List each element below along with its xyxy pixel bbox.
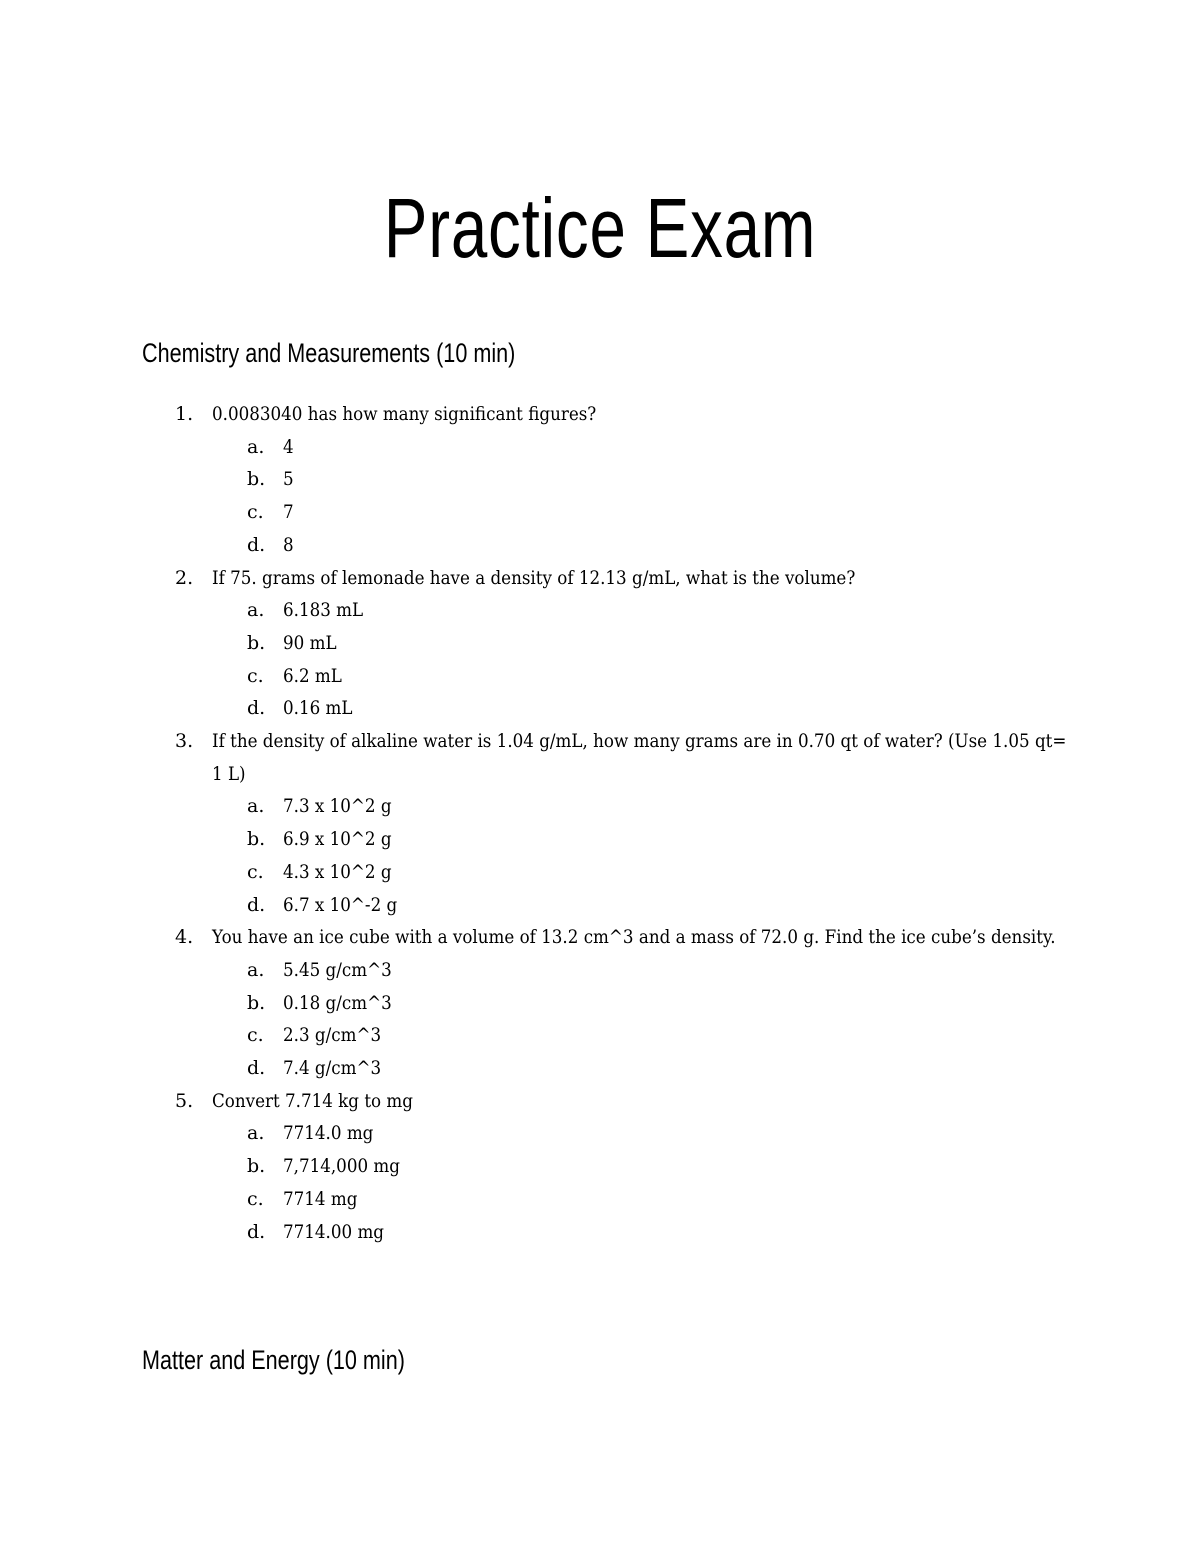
answer-option — [0, 856, 1200, 889]
option-label: d. — [247, 1220, 266, 1243]
option-text: 7714 mg — [283, 1187, 358, 1210]
answer-option — [0, 660, 1200, 693]
answer-option — [0, 1019, 1200, 1052]
question — [0, 725, 1200, 790]
option-label: a. — [247, 599, 265, 622]
answer-option — [0, 889, 1200, 922]
answer-option — [0, 1052, 1200, 1085]
question-text: Convert 7.714 kg to mg — [212, 1089, 413, 1112]
question-number: 2. — [175, 566, 194, 589]
option-label: d. — [247, 1057, 266, 1080]
option-text: 7 — [283, 501, 294, 524]
answer-option — [0, 790, 1200, 823]
answer-option — [0, 987, 1200, 1020]
option-label: c. — [247, 664, 264, 687]
option-text: 2.3 g/cm^3 — [283, 1024, 382, 1047]
option-text: 7.3 x 10^2 g — [283, 795, 392, 818]
question-number: 1. — [175, 403, 194, 425]
option-text: 7714.00 mg — [283, 1220, 385, 1243]
option-text: 8 — [283, 533, 294, 556]
answer-option — [0, 1216, 1200, 1249]
option-text: 6.2 mL — [283, 664, 342, 687]
option-text: 6.7 x 10^-2 g — [283, 893, 398, 916]
answer-option — [0, 692, 1200, 725]
question — [0, 562, 1200, 595]
option-text: 4.3 x 10^2 g — [283, 860, 392, 883]
option-text: 90 mL — [283, 631, 337, 654]
option-text: 7.4 g/cm^3 — [283, 1057, 382, 1080]
answer-option — [0, 1183, 1200, 1216]
option-text: 5.45 g/cm^3 — [283, 958, 392, 981]
option-text: 6.183 mL — [283, 599, 364, 622]
option-text: 5 — [283, 468, 294, 491]
page-title: Practice Exam — [383, 181, 817, 275]
option-label: d. — [247, 893, 266, 916]
option-label: b. — [247, 1155, 266, 1178]
question — [0, 398, 1200, 431]
option-label: c. — [247, 1024, 264, 1047]
question — [0, 1085, 1200, 1118]
option-label: a. — [247, 1122, 265, 1145]
answer-option — [0, 954, 1200, 987]
option-label: a. — [247, 795, 265, 818]
answer-option — [0, 627, 1200, 660]
option-label: c. — [247, 1187, 264, 1210]
question-number: 4. — [175, 926, 194, 949]
answer-option — [0, 529, 1200, 562]
answer-option — [0, 431, 1200, 464]
option-label: b. — [247, 991, 266, 1014]
question-list — [0, 398, 1200, 1248]
answer-option — [0, 1117, 1200, 1150]
question-text: If 75. grams of lemonade have a density of 12.13 g/mL, what is the volume? — [212, 566, 856, 589]
option-label: c. — [247, 860, 264, 883]
question-number: 5. — [175, 1089, 194, 1112]
option-text: 7,714,000 mg — [283, 1155, 400, 1178]
option-label: b. — [247, 828, 266, 851]
answer-option — [0, 463, 1200, 496]
option-text: 0.16 mL — [283, 697, 353, 720]
answer-option — [0, 823, 1200, 856]
question-number: 3. — [175, 730, 194, 753]
option-text: 7714.0 mg — [283, 1122, 374, 1145]
option-label: c. — [247, 501, 264, 524]
question — [0, 921, 1200, 954]
option-label: a. — [247, 435, 265, 458]
answer-option — [0, 496, 1200, 529]
section-heading: Matter and Energy (10 min) — [142, 1345, 405, 1375]
option-label: a. — [247, 958, 265, 981]
option-text: 6.9 x 10^2 g — [283, 828, 392, 851]
question-text: 0.0083040 has how many significant figures? — [212, 403, 597, 425]
question-text: You have an ice cube with a volume of 13.2 cm^3 and a mass of 72.0 g. Find the ice cube’s density. — [212, 926, 1056, 949]
section-heading: Chemistry and Measurements (10 min) — [142, 338, 516, 368]
answer-option — [0, 594, 1200, 627]
option-text: 0.18 g/cm^3 — [283, 991, 392, 1014]
option-label: b. — [247, 468, 266, 491]
option-label: b. — [247, 631, 266, 654]
option-text: 4 — [283, 435, 294, 458]
answer-option — [0, 1150, 1200, 1183]
option-label: d. — [247, 697, 266, 720]
question-text: If the density of alkaline water is 1.04 g/mL, how many grams are in 0.70 qt of water? (Use 1.05 qt= 1 L) — [212, 730, 1067, 785]
option-label: d. — [247, 533, 266, 556]
